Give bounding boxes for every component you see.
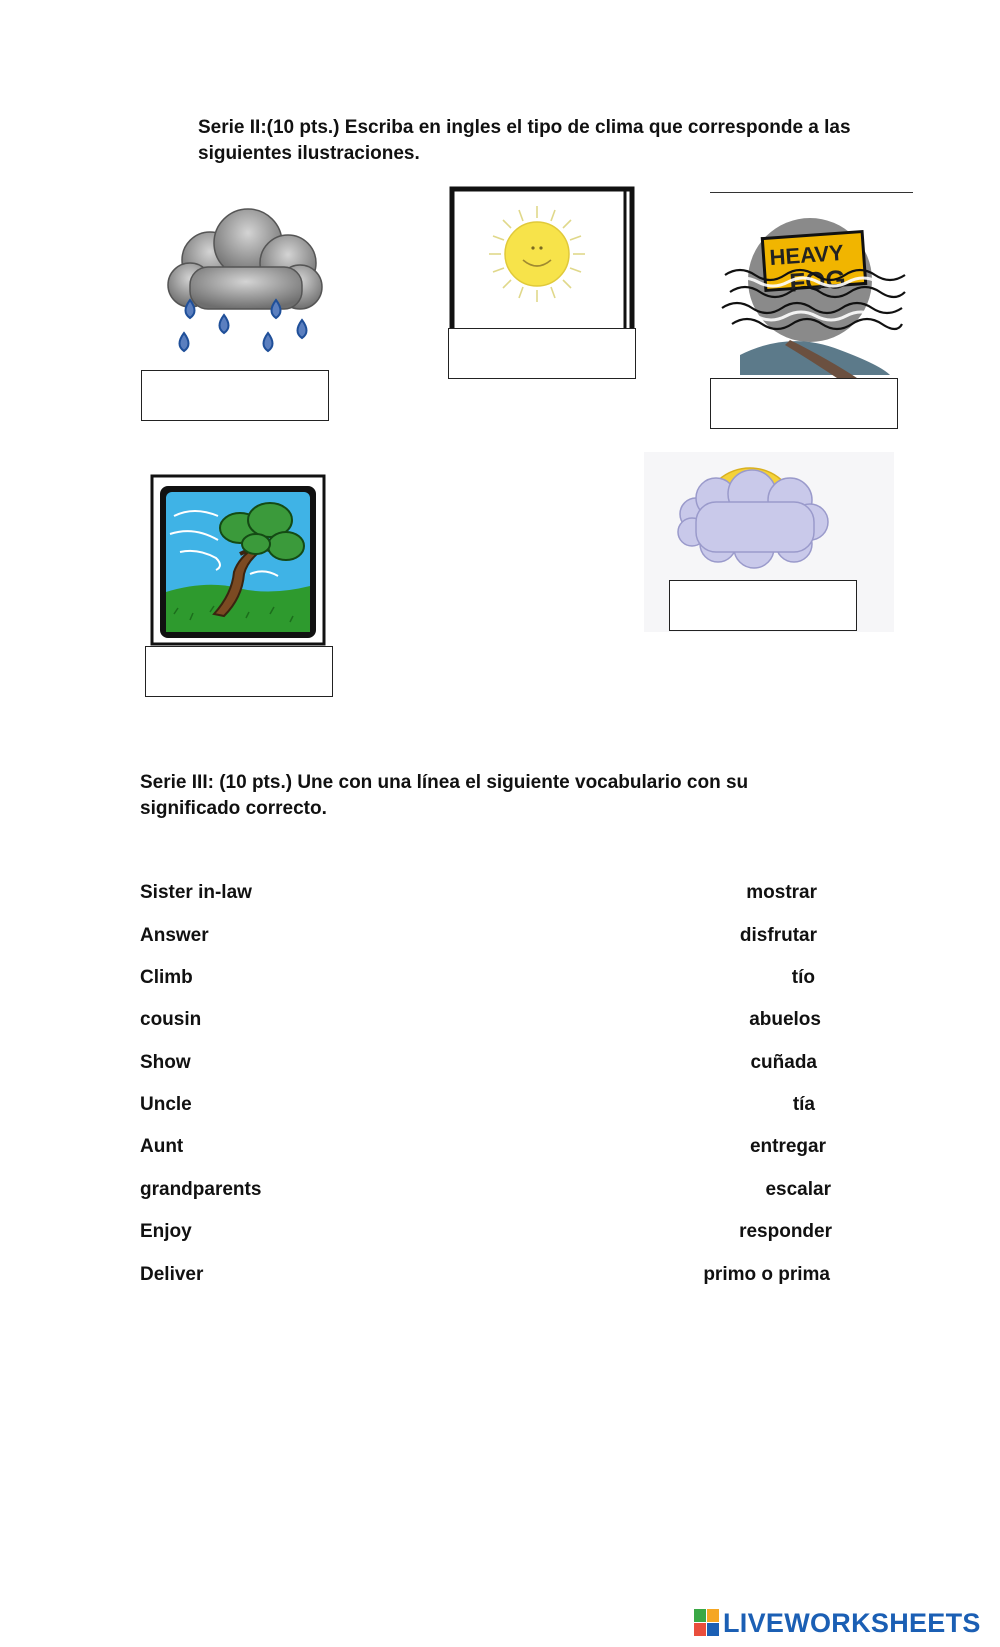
answer-box-fog[interactable] xyxy=(710,378,898,429)
logo-text: LIVEWORKSHEETS xyxy=(723,1607,981,1638)
vocab-left-item[interactable]: Aunt xyxy=(140,1136,184,1157)
answer-box-sun[interactable] xyxy=(448,328,636,379)
fog-sign-heavy: HEAVY xyxy=(768,239,845,271)
answer-box-rain[interactable] xyxy=(141,370,329,421)
vocab-right-item[interactable]: abuelos xyxy=(749,1009,821,1030)
rain-cloud-icon xyxy=(160,205,330,363)
vocab-right-item[interactable]: tía xyxy=(792,1094,815,1115)
fog-sign-fog: FOG xyxy=(788,263,847,298)
vocab-left-item[interactable]: Climb xyxy=(140,967,193,988)
vocab-left-item[interactable]: Enjoy xyxy=(140,1221,192,1242)
vocab-left-item[interactable]: Answer xyxy=(140,925,209,946)
vocab-left-item[interactable]: Show xyxy=(140,1052,191,1073)
logo-blocks-icon xyxy=(694,1609,720,1637)
section3-instruction: Serie III: (10 pts.) Une con una línea el siguiente vocabulario con su significado correcto. xyxy=(140,772,749,819)
windy-tree-icon xyxy=(150,474,326,646)
vocab-left-item[interactable]: Sister in-law xyxy=(140,882,252,903)
answer-box-partly-cloudy[interactable] xyxy=(669,580,857,631)
vocab-right-item[interactable]: mostrar xyxy=(746,882,817,903)
vocab-right-item[interactable]: tío xyxy=(791,967,815,988)
vocab-right-item[interactable]: primo o prima xyxy=(703,1264,830,1285)
vocab-right-item[interactable]: cuñada xyxy=(750,1052,817,1073)
vocab-right-item[interactable]: entregar xyxy=(749,1136,826,1157)
heavy-fog-icon xyxy=(720,210,910,380)
answer-box-windy[interactable] xyxy=(145,646,333,697)
vocab-right-item[interactable]: disfrutar xyxy=(739,925,817,946)
vocab-left-item[interactable]: Deliver xyxy=(140,1264,204,1285)
section2-instruction: Serie II:(10 pts.) Escriba en ingles el tipo de clima que corresponde a las siguientes ilustraciones. xyxy=(198,117,851,164)
vocab-right-item[interactable]: responder xyxy=(739,1221,832,1242)
vocab-left-item[interactable]: grandparents xyxy=(140,1179,262,1200)
sun-icon xyxy=(449,186,637,332)
vocab-left-item[interactable]: cousin xyxy=(140,1009,202,1030)
vocab-right-item[interactable]: escalar xyxy=(765,1179,831,1200)
liveworksheets-logo xyxy=(694,1606,981,1640)
blank-line xyxy=(710,192,913,193)
vocab-left-item[interactable]: Uncle xyxy=(140,1094,192,1115)
